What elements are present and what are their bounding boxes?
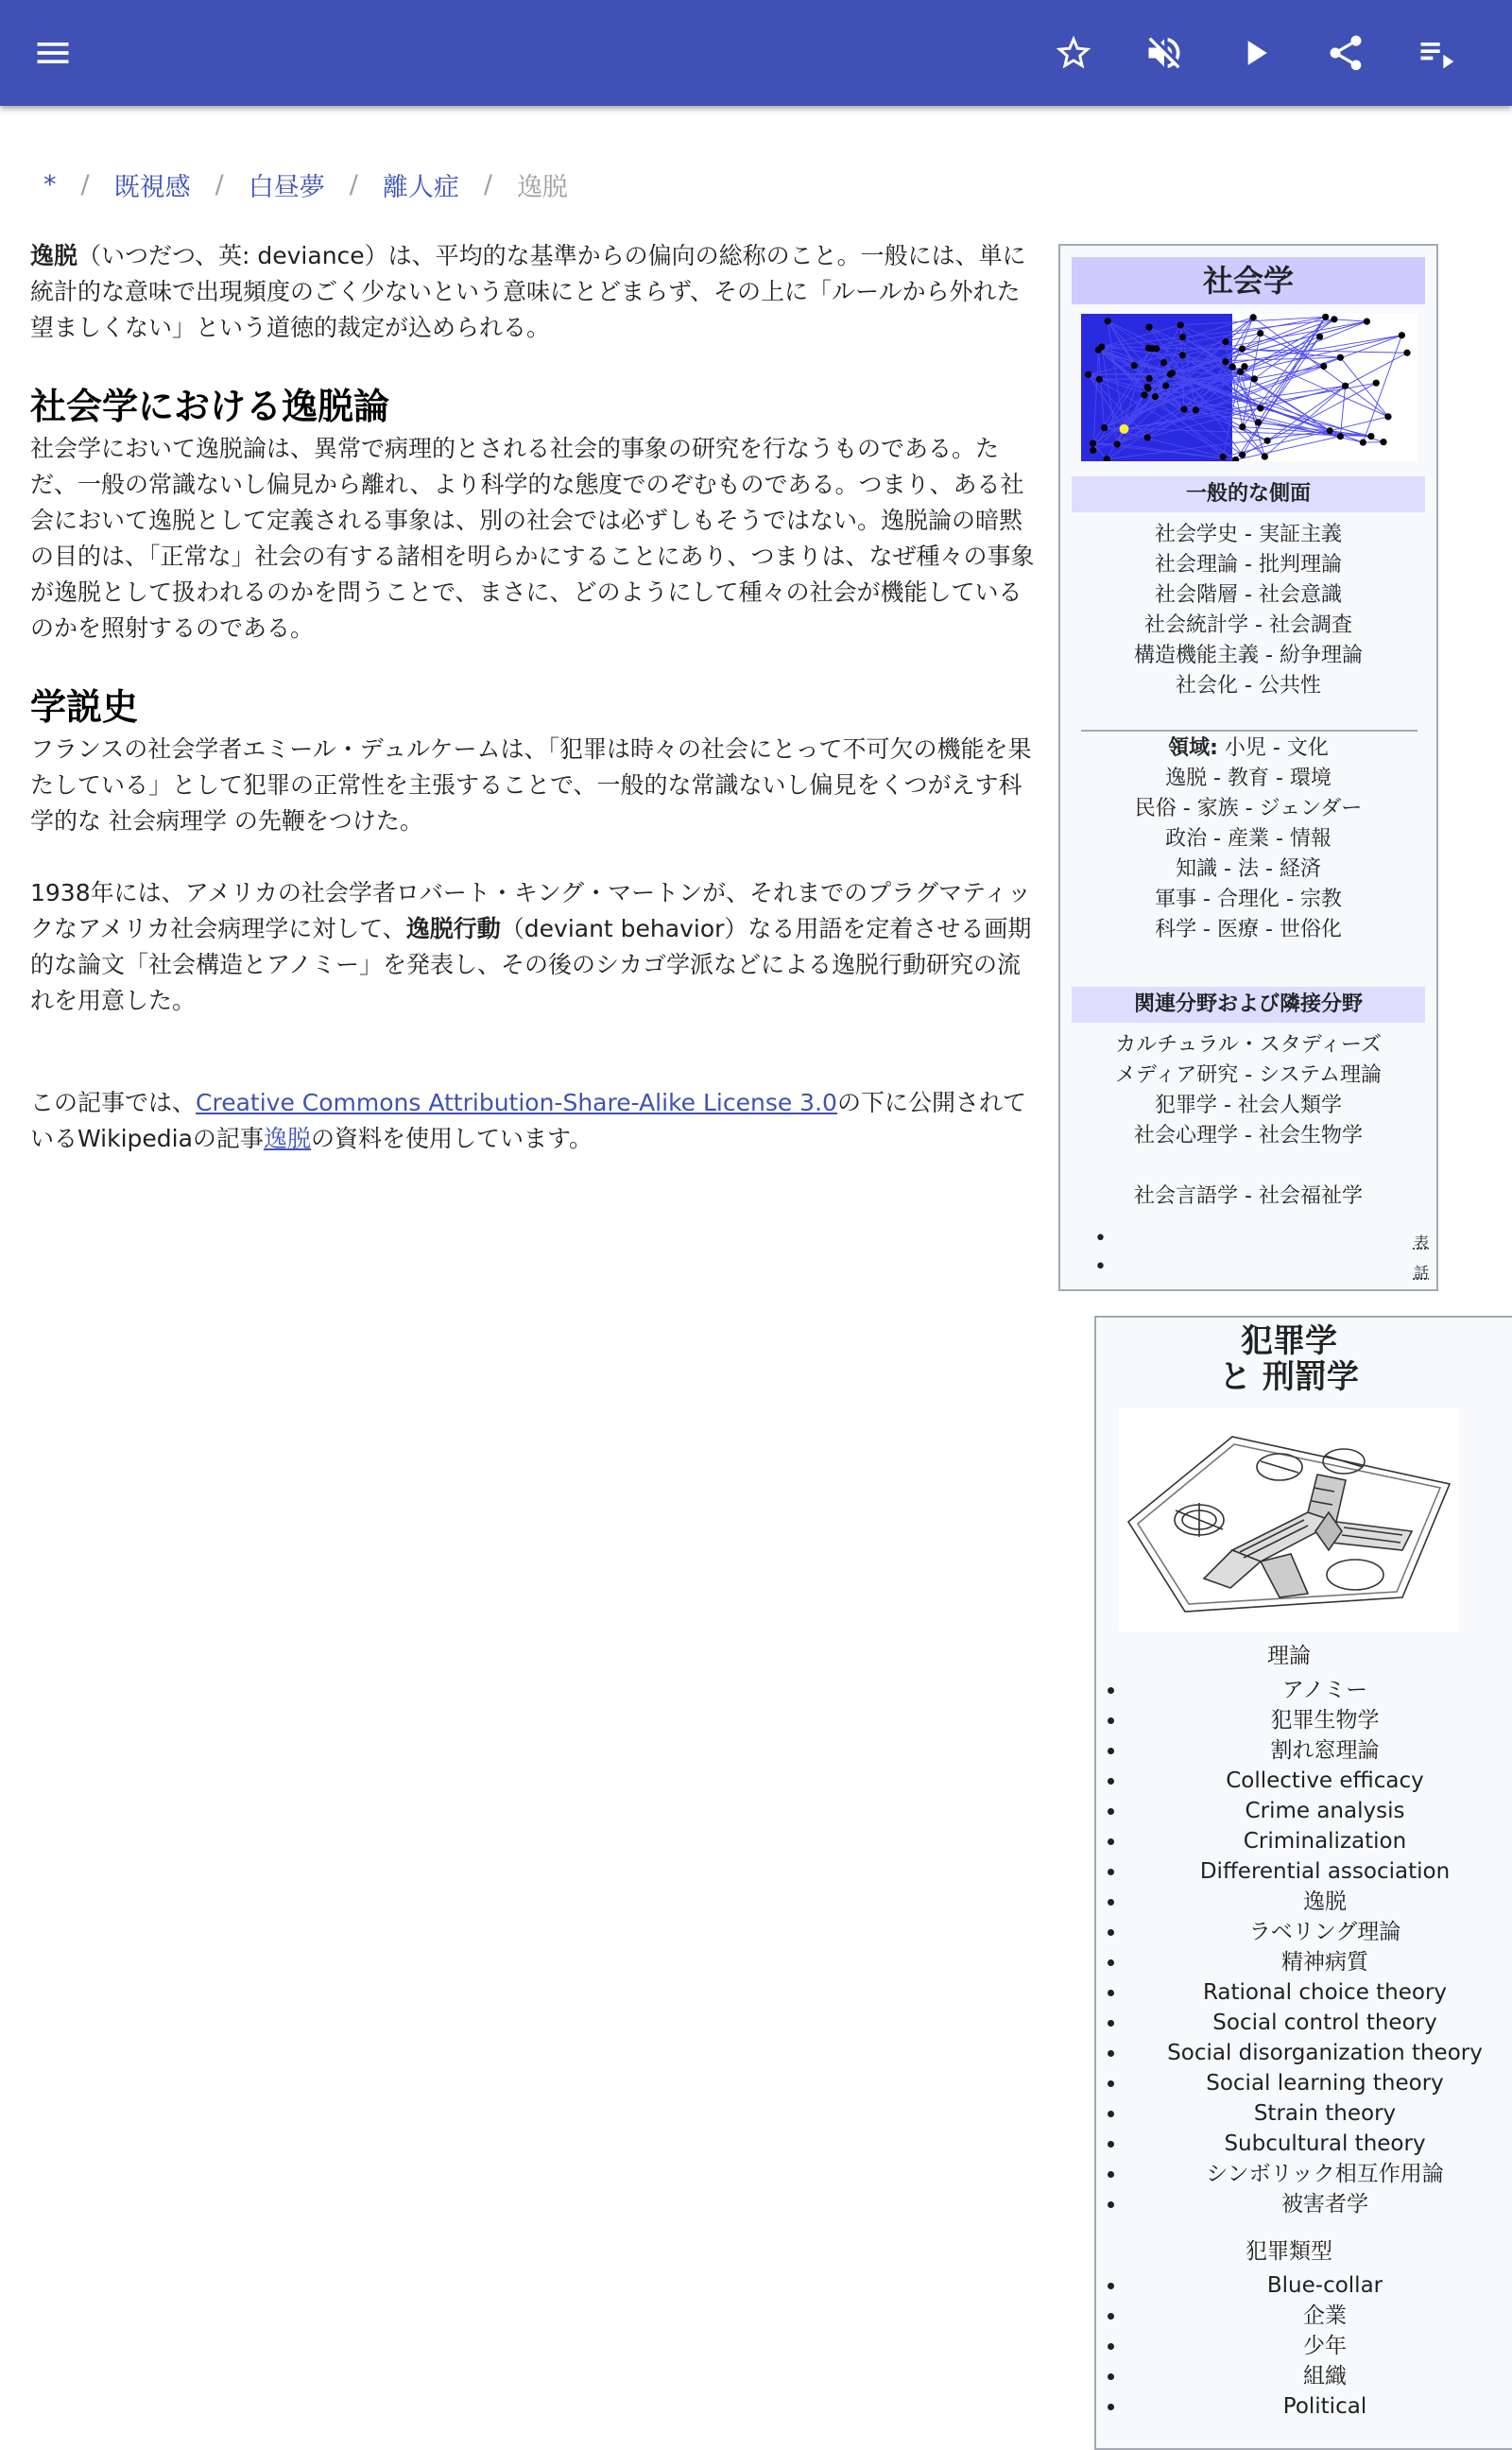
license-notice [30, 1085, 1041, 1157]
criminology-infobox [1094, 1316, 1512, 2450]
section-heading: 学説史 [30, 682, 1041, 732]
infobox-link-row[interactable]: メディア研究 - システム理論 [1072, 1061, 1425, 1091]
infobox-link-row[interactable]: 政治 - 産業 - 情報 [1072, 824, 1425, 854]
breadcrumb-separator: / [484, 170, 492, 199]
infobox-link-row[interactable] [1072, 733, 1425, 764]
paragraph-text: （deviant behavior）なる用語を定着させる画期的な論文「社会構造とアノミー」を発表し、その後のシカゴ学派などによる逸脱行動研究の流れを用意した。 [30, 915, 1031, 1014]
infobox-link-row[interactable]: 知識 - 法 - 経済 [1072, 854, 1425, 885]
infobox-link-row[interactable]: 民俗 - 家族 - ジェンダー [1072, 794, 1425, 824]
list-item[interactable]: • Social control theory [1126, 2008, 1512, 2038]
infobox-link-row[interactable]: 構造機能主義 - 紛争理論 [1072, 641, 1425, 671]
list-item[interactable]: • Crime analysis [1126, 1796, 1512, 1826]
panopticon-prison-image [1119, 1408, 1459, 1631]
app-toolbar [0, 0, 1512, 106]
list-item[interactable]: • Collective efficacy [1126, 1766, 1512, 1796]
license-text: の資料を使用しています。 [311, 1125, 593, 1152]
playlist-icon [1416, 32, 1457, 74]
intro-term: 逸脱 [30, 242, 77, 269]
breadcrumb-home[interactable]: * [43, 170, 57, 199]
infobox-title-line: 犯罪学 [1096, 1323, 1482, 1359]
infobox-section-header: 理論 [1096, 1641, 1482, 1671]
infobox-divider [1081, 730, 1418, 732]
list-item[interactable]: • 精神病質 [1126, 1947, 1512, 1977]
section-paragraph: 社会学において逸脱論は、異常で病理的とされる社会的事象の研究を行なうものである。ただ、一般の常識ないし偏見から離れ、より科学的な態度でのぞむものである。つまり、ある社会において逸脱として定義される事象は、別の社会では必ずしもそうではない。逸脱論の暗黙の目的は、「正常な」社会の有する諸相を明らかにすることにあり、つまりは、なぜ種々の事象が逸脱として扱われるのかを問うことで、まさに、どのようにして種々の社会が機能しているのかを照射するのである。 [30, 431, 1041, 647]
infobox-link-row[interactable]: 社会理論 - 批判理論 [1072, 550, 1425, 580]
list-item[interactable]: • 逸脱 [1126, 1887, 1512, 1917]
menu-icon [32, 32, 74, 74]
article-body [30, 238, 1041, 1157]
license-text: この記事では、 [30, 1089, 196, 1116]
infobox-link-row[interactable]: 科学 - 医療 - 世俗化 [1072, 915, 1425, 945]
list-item[interactable]: • 少年 [1126, 2331, 1512, 2361]
list-item[interactable]: • Rational choice theory [1126, 1977, 1512, 2008]
infobox-title: 社会学 [1072, 257, 1425, 304]
deviant-behavior-term: 逸脱行動 [406, 915, 501, 942]
list-item[interactable]: • ラベリング理論 [1126, 1917, 1512, 1947]
infobox-link-row[interactable]: カルチュラル・スタディーズ [1072, 1030, 1425, 1061]
nav-bullet: • [1094, 1255, 1107, 1279]
license-text: の下に公開されているWikipediaの記事 [30, 1089, 1026, 1152]
intro-paragraph [30, 238, 1041, 346]
breadcrumb-item[interactable]: 白昼夢 [249, 166, 325, 203]
play-icon [1234, 32, 1276, 74]
infobox-link-row[interactable]: 社会統計学 - 社会調査 [1072, 611, 1425, 641]
breadcrumb-item[interactable]: 離人症 [383, 166, 459, 203]
list-item[interactable]: • Criminalization [1126, 1826, 1512, 1856]
breadcrumb [43, 166, 568, 203]
infobox-section-header: 一般的な側面 [1072, 476, 1425, 512]
list-item[interactable]: • アノミー [1126, 1675, 1512, 1705]
license-link[interactable]: Creative Commons Attribution-Share-Alike License 3.0 [196, 1089, 837, 1116]
infobox-title-line: と 刑罰学 [1096, 1359, 1482, 1395]
share-button[interactable] [1315, 23, 1376, 83]
volume-off-icon [1143, 32, 1185, 74]
infobox-link-row[interactable]: 社会言語学 - 社会福祉学 [1072, 1182, 1425, 1212]
list-item[interactable]: • 企業 [1126, 2301, 1512, 2331]
list-item[interactable]: • Social disorganization theory [1126, 2038, 1512, 2068]
mute-button[interactable] [1134, 23, 1194, 83]
contents-button[interactable] [1406, 23, 1467, 83]
general-aspects-list [1072, 520, 1425, 701]
breadcrumb-separator: / [215, 170, 224, 199]
list-item[interactable]: • Political [1126, 2391, 1512, 2422]
social-network-image [1081, 314, 1418, 461]
source-article-link[interactable]: 逸脱 [264, 1125, 311, 1152]
fields-first-row: 小児 - 文化 [1218, 736, 1329, 760]
navbox-view-link[interactable]: 表 [1414, 1231, 1429, 1252]
intro-text: （いつだつ、英: deviance）は、平均的な基準からの偏向の総称のこと。一般には、単に統計的な意味で出現頻度のごく少ないという意味にとどまらず、その上に「ルールから外れた望ましくない」という道徳的裁定が込められる。 [30, 242, 1026, 341]
breadcrumb-separator: / [81, 170, 90, 199]
crime-types-list [1096, 2270, 1512, 2422]
infobox-section-header: 関連分野および隣接分野 [1072, 987, 1425, 1023]
nav-bullet: • [1094, 1227, 1107, 1251]
infobox-title [1096, 1323, 1482, 1395]
related-fields-list [1072, 1030, 1425, 1212]
list-item[interactable]: • 犯罪生物学 [1126, 1705, 1512, 1735]
list-item[interactable]: • Subcultural theory [1126, 2129, 1512, 2159]
paragraph-text: 1938年には、アメリカの社会学者ロバート・キング・マートンが、それまでのプラグマティックなアメリカ社会病理学に対して、 [30, 879, 1031, 942]
star-icon [1053, 32, 1094, 74]
breadcrumb-item[interactable]: 既視感 [114, 166, 191, 203]
infobox-link-row[interactable]: 社会階層 - 社会意識 [1072, 580, 1425, 611]
fields-list [1072, 733, 1425, 945]
bookmark-button[interactable] [1043, 23, 1104, 83]
share-icon [1325, 32, 1366, 74]
list-item[interactable]: • Strain theory [1126, 2098, 1512, 2129]
list-item[interactable]: • Blue-collar [1126, 2270, 1512, 2301]
infobox-link-row[interactable]: 社会心理学 - 社会生物学 [1072, 1121, 1425, 1151]
list-item[interactable]: • 割れ窓理論 [1126, 1735, 1512, 1766]
infobox-link-row[interactable]: 犯罪学 - 社会人類学 [1072, 1091, 1425, 1121]
list-item[interactable]: • Social learning theory [1126, 2068, 1512, 2098]
list-item[interactable]: • Differential association [1126, 1856, 1512, 1887]
fields-label: 領域: [1168, 736, 1218, 760]
sociology-infobox [1058, 244, 1438, 1291]
breadcrumb-separator: / [350, 170, 358, 199]
section-paragraph: フランスの社会学者エミール・デュルケームは、「犯罪は時々の社会にとって不可欠の機能を果たしている」として犯罪の正常性を主張することで、一般的な常識ないし偏見をくつがえす科学的な 社会病理学 の先鞭をつけた。 [30, 732, 1041, 839]
section-paragraph [30, 875, 1041, 1019]
theories-list [1096, 1675, 1512, 2219]
play-button[interactable] [1225, 23, 1285, 83]
infobox-link-row[interactable]: 軍事 - 合理化 - 宗教 [1072, 885, 1425, 915]
infobox-link-row[interactable]: 逸脱 - 教育 - 環境 [1072, 764, 1425, 794]
infobox-link-row[interactable]: 社会化 - 公共性 [1072, 671, 1425, 701]
infobox-section-header: 犯罪類型 [1096, 2236, 1482, 2267]
list-item[interactable]: • 被害者学 [1126, 2189, 1512, 2219]
navbox-talk-link[interactable]: 話 [1414, 1261, 1429, 1283]
list-item[interactable]: • シンボリック相互作用論 [1126, 2159, 1512, 2189]
infobox-link-row[interactable]: 社会学史 - 実証主義 [1072, 520, 1425, 550]
section-heading: 社会学における逸脱論 [30, 382, 1041, 431]
breadcrumb-current: 逸脱 [517, 166, 568, 203]
list-item[interactable]: • 組織 [1126, 2361, 1512, 2391]
menu-button[interactable] [23, 23, 83, 83]
